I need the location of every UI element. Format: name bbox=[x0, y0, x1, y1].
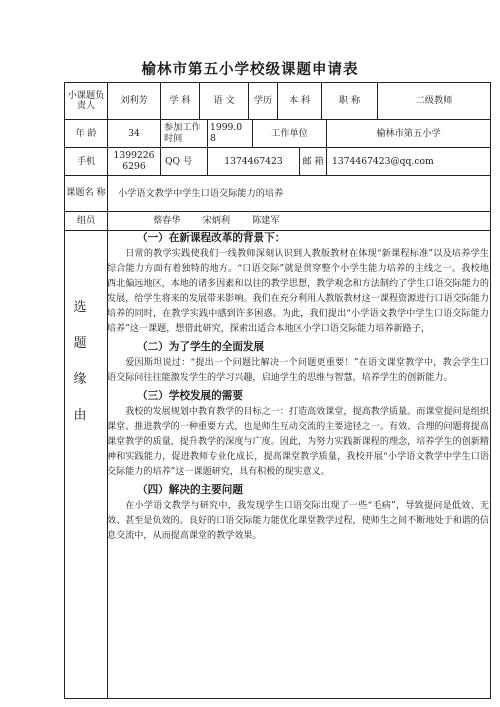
subject-label: 学 科 bbox=[169, 95, 191, 106]
phone-value: 13992266296 bbox=[113, 150, 155, 172]
qq-value: 1374467423 bbox=[224, 155, 283, 167]
section-heading: （四）解决的主要问题 bbox=[137, 484, 243, 496]
section-paragraph: 日常的教学实践使我们一线教师深刻认识到人教版教材在体现“新课程标准”以及培养学生综合能力方面有着独特的地方。“口语交际”就是贯穿整个小学生能力培养的主线之一。我校地西北偏远地区，本地的诸多因素和以往的教学思想，教学观念和方法制约了学生口语交际能力的发展，给学生将来的发展带来影响。我们在充分利用人教版教材这一课程资源进行口语交际能力培养的同时，在教学实践中感到许多困惑。为此，我们提出“小学语文教学中学生口语交际能力培养”这一课题，想借此研究，探索出适合本地区小学口语交际能力培养新路子， bbox=[107, 249, 489, 334]
email-label: 邮 箱 bbox=[302, 155, 324, 167]
section-paragraph: 在小学语文教学与研究中，我发现学生口语交际出现了一些“毛病”，导致提问是低效、无效、甚至是负效的。良好的口语交际能力能优化课堂教学过程，使师生之间不断地处于和谐的信息交流中，从而提高课堂的教学效果。 bbox=[107, 501, 489, 541]
reason-label: 选 题 缘 由 bbox=[73, 300, 87, 423]
phone-label: 手机 bbox=[76, 155, 96, 167]
work-start-value: 1999.0 8 bbox=[210, 122, 243, 144]
section-paragraph: 我校的发展规划中教育教学的目标之一：打造高效课堂，提高教学质量。而课堂提问是组织课堂、推进教学的一种重要方式，也是师生互动交流的主要途径之一。有效、合理的问题将提高课堂教学的质量，提升教学的深度与广度。因此，为努力实践新课程的理念，培养学生的创新精神和实践能力，促进教师专业化成长，提高课堂教学质量，我校开展“小学语文教学中学生口语交际能力的培养”这一课题研究，具有积极的现实意义。 bbox=[107, 407, 489, 477]
title-label: 职 称 bbox=[338, 95, 361, 106]
topic-label: 课题名 称 bbox=[66, 187, 106, 199]
title-value: 二级教师 bbox=[415, 95, 453, 106]
section-paragraph: 爱因斯坦说过：“提出一个问题比解决一个问题更重要！”在语文课堂教学中，教会学生口语交际问往往能激发学生的学习兴趣，启迪学生的思维与智慧，培养学生的创新能力。 bbox=[107, 358, 489, 383]
education-value: 本 科 bbox=[288, 95, 311, 106]
members-list bbox=[153, 212, 473, 230]
age-label: 年 龄 bbox=[75, 127, 97, 139]
work-start-label: 参加工作时间 bbox=[164, 122, 201, 144]
leader-label: 小课题负责人 bbox=[67, 89, 105, 111]
subject-value: 语 文 bbox=[213, 95, 235, 106]
member-name: 蔡春华 bbox=[153, 215, 181, 226]
age-value: 34 bbox=[128, 127, 140, 139]
member-name: 陈建军 bbox=[252, 215, 280, 226]
topic-value: 小学语文教学中学生口语交际能力的培养 bbox=[118, 187, 284, 199]
qq-label: QQ 号 bbox=[165, 155, 193, 167]
section-heading: （三）学校发展的需要 bbox=[137, 390, 243, 402]
section-heading: （二）为了学生的全面发展 bbox=[137, 341, 265, 353]
reason-content bbox=[107, 230, 489, 690]
email-value: 1374467423@qq.com bbox=[332, 155, 434, 167]
members-label: 组员 bbox=[76, 215, 96, 226]
section-heading: （一）在新课程改革的背景下： bbox=[137, 232, 286, 244]
member-name: 宋炳利 bbox=[202, 215, 231, 226]
work-unit-value: 榆林市第五小学 bbox=[376, 127, 441, 139]
leader-name: 刘利芳 bbox=[120, 95, 148, 106]
education-label: 学历 bbox=[253, 95, 273, 106]
page-title: 榆林市第五小学校级课题申请表 bbox=[141, 62, 359, 78]
work-unit-label: 工作单位 bbox=[271, 127, 308, 139]
